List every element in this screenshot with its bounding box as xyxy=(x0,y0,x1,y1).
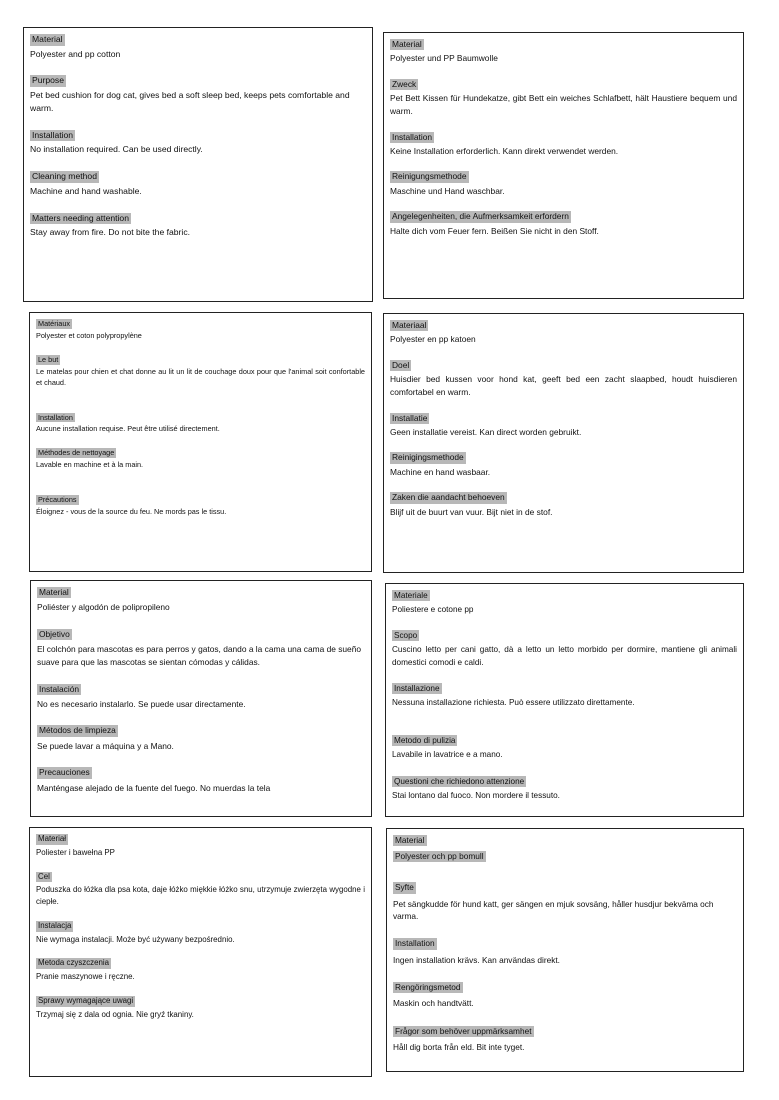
section-cleaning xyxy=(390,171,737,197)
section-body: Poduszka do łóżka dla psa kota, daje łóżko miękkie łóżko snu, utrzymuje zwierzęta wygodne i ciepłe. xyxy=(36,885,365,907)
section-heading: Material xyxy=(32,34,63,44)
section-installation xyxy=(36,413,365,436)
section-body: Stai lontano dal fuoco. Non mordere il tessuto. xyxy=(392,790,560,800)
section-body: Geen installatie vereist. Kan direct worden gebruikt. xyxy=(390,426,582,437)
section-body xyxy=(393,850,737,866)
card-german xyxy=(383,32,744,299)
section-attention xyxy=(30,213,366,239)
section-body: No installation required. Can be used directly. xyxy=(30,144,203,155)
card-italian xyxy=(385,583,744,817)
section-heading: Sprawy wymagające uwagi xyxy=(38,995,134,1005)
card-french xyxy=(29,312,372,572)
section-purpose xyxy=(30,75,366,114)
section-heading: Cleaning method xyxy=(32,171,97,182)
section-installation xyxy=(392,683,737,709)
card-polish xyxy=(29,827,372,1077)
section-heading: Purpose xyxy=(32,75,65,86)
section-heading: Précautions xyxy=(38,495,77,505)
section-attention xyxy=(390,211,737,237)
section-installation xyxy=(390,413,737,439)
section-purpose xyxy=(36,355,365,389)
section-heading: Métodos de limpieza xyxy=(39,725,116,736)
section-heading: Reinigungsmethode xyxy=(392,171,467,182)
section-body: Lavabile in lavatrice e a mano. xyxy=(392,750,503,760)
section-heading: Frågor som behöver uppmärksamhet xyxy=(395,1025,532,1036)
section-heading: Materiał xyxy=(38,834,67,843)
section-body: Ingen installation krävs. Kan användas direkt. xyxy=(393,954,560,965)
section-installation xyxy=(390,132,737,158)
section-body: Polyester und PP Baumwolle xyxy=(390,53,498,64)
section-installation xyxy=(37,684,365,711)
section-body: Aucune installation requise. Peut être utilisé directement. xyxy=(36,424,220,434)
card-swedish xyxy=(386,828,744,1072)
section-heading: Installation xyxy=(395,938,435,949)
section-body: No es necesario instalarlo. Se puede usar directamente. xyxy=(37,698,246,709)
section-body: Éloignez - vous de la source du feu. Ne mords pas le tissu. xyxy=(36,506,227,516)
section-heading: Instalación xyxy=(39,683,80,694)
section-heading: Materiaal xyxy=(392,320,427,330)
section-body: Maschine und Hand waschbar. xyxy=(390,185,505,196)
section-body: Polyester en pp katoen xyxy=(390,334,476,345)
section-attention xyxy=(390,492,737,518)
section-heading: Metodo di pulizia xyxy=(394,736,456,746)
section-heading: Installation xyxy=(392,131,433,142)
section-heading: Matters needing attention xyxy=(32,212,129,223)
section-body: Poliester i bawełna PP xyxy=(36,847,115,857)
section-material xyxy=(37,587,365,614)
section-body-highlighted: Polyester och pp bomull xyxy=(395,851,484,862)
section-body: Keine Installation erforderlich. Kann direkt verwendet werden. xyxy=(390,145,619,156)
section-material xyxy=(390,320,737,346)
section-material xyxy=(36,319,365,342)
section-material xyxy=(36,834,365,859)
section-heading: Scopo xyxy=(394,631,418,641)
section-installation xyxy=(393,938,737,966)
section-installation xyxy=(36,921,365,946)
section-heading: Rengöringsmetod xyxy=(395,982,461,993)
section-attention xyxy=(36,495,365,518)
section-heading: Le but xyxy=(38,354,59,364)
section-material xyxy=(393,835,737,866)
section-body: Stay away from fire. Do not bite the fabric. xyxy=(30,227,191,238)
section-cleaning xyxy=(30,171,366,197)
section-body: Polyester et coton polypropylène xyxy=(36,330,142,340)
section-body: Poliestere e cotone pp xyxy=(392,605,474,615)
section-heading: Installatie xyxy=(392,412,428,423)
section-body: Se puede lavar a máquina y a Mano. xyxy=(37,740,174,751)
section-body: Le matelas pour chien et chat donne au lit un lit de couchage doux pour que l'animal soit confortable et chaud. xyxy=(36,366,365,387)
section-body: Pranie maszynowe i ręczne. xyxy=(36,972,135,982)
section-cleaning xyxy=(392,735,737,761)
section-body: Maskin och handtvätt. xyxy=(393,998,474,1009)
section-purpose xyxy=(393,882,737,922)
section-material xyxy=(30,34,366,60)
section-cleaning xyxy=(37,725,365,752)
section-body: Pet bed cushion for dog cat, gives bed a soft sleep bed, keeps pets comfortable and warm. xyxy=(30,90,350,113)
section-body: Manténgase alejado de la fuente del fuego. No muerdas la tela xyxy=(37,782,271,793)
section-heading: Syfte xyxy=(395,882,414,893)
section-body: Huisdier bed kussen voor hond kat, geeft bed een zacht slaapbed, houdt huisdieren comfortabel en warm. xyxy=(390,374,737,397)
section-body: Pet Bett Kissen für Hundekatze, gibt Bett ein weiches Schlafbett, hält Haustiere bequem und warm. xyxy=(390,93,737,116)
section-heading: Zaken die aandacht behoeven xyxy=(392,492,505,503)
section-purpose xyxy=(37,629,365,669)
section-cleaning xyxy=(36,448,365,471)
section-body: Blijf uit de buurt van vuur. Bijt niet in de stof. xyxy=(390,506,553,517)
section-body: Pet sängkudde för hund katt, ger sängen en mjuk sovsäng, håller husdjur bekväma och varma. xyxy=(393,898,714,921)
section-attention xyxy=(393,1026,737,1054)
section-material xyxy=(392,590,737,616)
section-attention xyxy=(392,776,737,802)
section-body: Nessuna installazione richiesta. Può essere utilizzato direttamente. xyxy=(392,698,635,708)
section-heading: Precauciones xyxy=(39,767,90,778)
section-heading: Materiale xyxy=(394,591,428,600)
section-body: Polyester and pp cotton xyxy=(30,48,121,59)
section-heading: Doel xyxy=(392,359,410,370)
section-heading: Zweck xyxy=(392,78,417,89)
section-installation xyxy=(30,130,366,156)
section-material xyxy=(390,39,737,65)
section-body: El colchón para mascotas es para perros y gatos, dando a la cama una cama de sueño suave para que las mascotas se sientan cómodas y cálidas. xyxy=(37,644,362,667)
section-heading: Installazione xyxy=(394,684,440,694)
section-body: Halte dich vom Feuer fern. Beißen Sie nicht in den Stoff. xyxy=(390,225,599,236)
section-body: Trzymaj się z dala od ognia. Nie gryź tkaniny. xyxy=(36,1009,194,1019)
section-heading: Angelegenheiten, die Aufmerksamkeit erfordern xyxy=(392,211,569,222)
section-cleaning xyxy=(390,452,737,478)
section-cleaning xyxy=(393,982,737,1010)
card-spanish xyxy=(30,580,372,817)
section-heading: Cel xyxy=(38,871,50,881)
section-body: Cuscino letto per cani gatto, dà a letto un letto morbido per dormire, mantiene gli animali domestici comodi e caldi. xyxy=(392,645,737,667)
section-attention xyxy=(36,996,365,1021)
section-body: Machine en hand wasbaar. xyxy=(390,466,491,477)
section-heading: Questioni che richiedono attenzione xyxy=(394,776,525,786)
section-heading: Installation xyxy=(38,412,73,422)
section-heading: Metoda czyszczenia xyxy=(38,958,110,968)
section-cleaning xyxy=(36,958,365,983)
section-heading: Objetivo xyxy=(39,628,70,639)
section-body: Poliéster y algodón de polipropileno xyxy=(37,602,170,613)
section-body: Håll dig borta från eld. Bit inte tyget. xyxy=(393,1041,525,1052)
section-heading: Material xyxy=(39,587,69,597)
section-heading: Installation xyxy=(32,129,74,140)
section-heading: Reinigingsmethode xyxy=(392,452,464,463)
section-heading: Material xyxy=(395,835,425,845)
section-purpose xyxy=(36,872,365,908)
section-heading: Matériaux xyxy=(38,319,71,328)
section-purpose xyxy=(390,79,737,118)
card-english xyxy=(23,27,373,302)
section-heading: Material xyxy=(392,39,422,49)
card-dutch xyxy=(383,313,744,573)
section-purpose xyxy=(392,630,737,669)
section-body: Nie wymaga instalacji. Może być używany bezpośrednio. xyxy=(36,934,235,944)
section-purpose xyxy=(390,360,737,399)
section-body: Lavable en machine et à la main. xyxy=(36,460,144,470)
section-body: Machine and hand washable. xyxy=(30,185,142,196)
section-attention xyxy=(37,767,365,794)
section-heading: Méthodes de nettoyage xyxy=(38,448,115,458)
section-heading: Instalacja xyxy=(38,920,72,930)
